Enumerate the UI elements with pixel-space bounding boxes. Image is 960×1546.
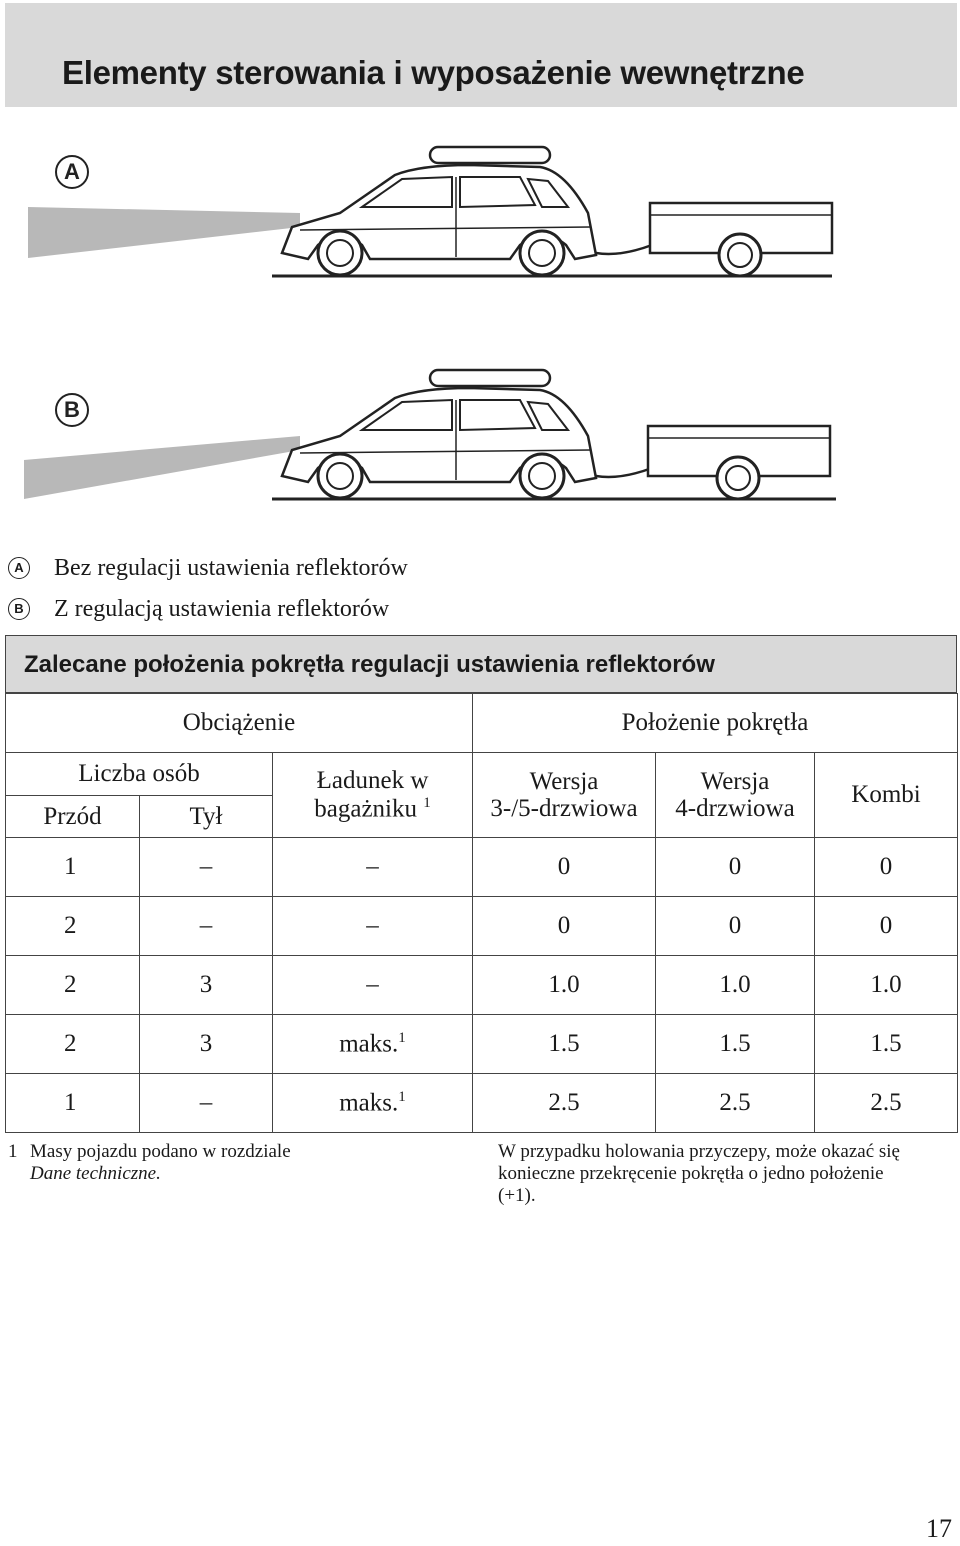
cell-footnote-ref: 1 [398, 1029, 406, 1046]
cell-value: 0 [728, 912, 742, 939]
trailer-icon [650, 203, 832, 276]
cell-front [6, 1074, 140, 1133]
legend-item-a [8, 553, 408, 583]
cell-value: 1.0 [548, 971, 580, 998]
cell-value: 1 [64, 853, 77, 880]
cell-value: 2 [64, 912, 77, 939]
footnote-marker: 1 [8, 1141, 18, 1162]
cell-value: – [366, 912, 379, 939]
cell-value: 0 [728, 853, 742, 880]
cell-value: 3 [199, 1030, 213, 1057]
header-persons: Liczba osób [6, 753, 273, 796]
cell-value: 1.0 [719, 971, 751, 998]
cell-kombi [815, 1015, 958, 1074]
cell-v35 [473, 1074, 656, 1133]
cell-value: 0 [879, 912, 893, 939]
cell-value: 0 [557, 912, 571, 939]
legend-marker-b: B [8, 598, 30, 620]
header-rear: Tył [140, 796, 273, 838]
footnote-right [498, 1141, 956, 1207]
cell-rear [140, 956, 273, 1015]
footnote-right-line2: konieczne przekręcenie pokrętła o jedno położenie [498, 1163, 884, 1184]
cell-v4 [656, 1074, 815, 1133]
cell-value: 1.0 [870, 971, 902, 998]
table-row [6, 897, 958, 956]
cell-value: 3 [199, 971, 213, 998]
header-cargo-line2: bagażniku [314, 795, 417, 823]
car-trailer-illustration-a [0, 135, 960, 365]
header-knob: Położenie pokrętła [473, 694, 958, 753]
legend-text-b: Z regulacją ustawienia reflektorów [54, 595, 390, 622]
cell-front [6, 1015, 140, 1074]
legend-item-b [8, 594, 389, 624]
cell-v35 [473, 1015, 656, 1074]
cell-footnote-ref: 1 [398, 1088, 406, 1105]
cell-kombi [815, 897, 958, 956]
table-title: Zalecane położenia pokrętła regulacji ustawienia reflektorów [5, 635, 957, 693]
header-row-2 [6, 753, 958, 796]
header-version-35-line1: Wersja [529, 767, 599, 795]
footnote-left [8, 1141, 348, 1185]
cell-v35 [473, 956, 656, 1015]
page-title: Elementy sterowania i wyposażenie wewnętrzne [62, 54, 805, 91]
cell-value: 2 [64, 971, 77, 998]
cell-rear [140, 897, 273, 956]
headlamp-table [5, 635, 957, 1133]
cell-value: – [199, 1089, 213, 1116]
legend-text-a: Bez regulacji ustawienia reflektorów [54, 554, 408, 581]
car-icon [282, 370, 596, 498]
cell-front [6, 897, 140, 956]
cell-v4 [656, 1015, 815, 1074]
cell-kombi [815, 956, 958, 1015]
cell-value: 1.5 [548, 1030, 580, 1057]
cell-rear [140, 1074, 273, 1133]
cell-value: – [199, 853, 213, 880]
cell-value: maks. [339, 1089, 399, 1117]
cell-cargo [273, 1015, 473, 1074]
headlight-beam-adjusted [24, 436, 300, 499]
cell-cargo [273, 1074, 473, 1133]
footnote-left-line2: Dane techniczne. [30, 1163, 161, 1184]
cell-v35 [473, 838, 656, 897]
cell-kombi [815, 838, 958, 897]
table-body [6, 838, 958, 1133]
cell-value: maks. [339, 1030, 399, 1058]
settings-table [5, 693, 958, 1133]
trailer-icon [648, 426, 830, 499]
table-row [6, 838, 958, 897]
cell-value: 1.5 [719, 1030, 751, 1057]
header-version-35-line2: 3-/5-drzwiowa [490, 795, 638, 822]
cell-front [6, 956, 140, 1015]
cell-value: 2.5 [719, 1089, 751, 1116]
header-version-4-line2: 4-drzwiowa [675, 795, 795, 822]
cell-front [6, 838, 140, 897]
figure-a [0, 135, 960, 365]
footnote-right-line3: (+1). [498, 1185, 536, 1206]
table-row [6, 1074, 958, 1133]
figure-a-label: A [55, 155, 89, 189]
cell-v4 [656, 838, 815, 897]
car-icon [282, 147, 596, 275]
cell-value: – [199, 912, 213, 939]
cell-v4 [656, 897, 815, 956]
header-row-1 [6, 694, 958, 753]
cell-cargo [273, 897, 473, 956]
header-cargo-footnote-ref: 1 [423, 794, 431, 811]
cell-value: 0 [557, 853, 571, 880]
headlight-beam-flat [28, 207, 300, 258]
table-row [6, 956, 958, 1015]
cell-value: 1.5 [870, 1030, 902, 1057]
cell-v4 [656, 956, 815, 1015]
header-load: Obciążenie [6, 694, 473, 753]
footnote-right-line1: W przypadku holowania przyczepy, może okazać się [498, 1141, 900, 1162]
cell-value: 1 [64, 1089, 77, 1116]
header-kombi: Kombi [815, 753, 958, 838]
cell-value: 2.5 [870, 1089, 902, 1116]
header-version-35 [473, 753, 656, 838]
cell-cargo [273, 956, 473, 1015]
header-cargo [273, 753, 473, 838]
header-front: Przód [6, 796, 140, 838]
cell-v35 [473, 897, 656, 956]
legend-marker-a: A [8, 557, 30, 579]
cell-value: 2 [64, 1030, 77, 1057]
cell-value: 0 [879, 853, 893, 880]
header-version-4-line1: Wersja [700, 767, 770, 795]
cell-value: – [366, 853, 379, 880]
table-row [6, 1015, 958, 1074]
header-version-4 [656, 753, 815, 838]
cell-rear [140, 1015, 273, 1074]
cell-rear [140, 838, 273, 897]
page-number: 17 [926, 1514, 952, 1543]
footnote-left-line1: Masy pojazdu podano w rozdziale [30, 1141, 291, 1162]
cell-value: – [366, 971, 379, 998]
header-cargo-line1: Ładunek w [316, 767, 429, 795]
cell-kombi [815, 1074, 958, 1133]
cell-cargo [273, 838, 473, 897]
figure-b-label: B [55, 393, 89, 427]
cell-value: 2.5 [548, 1089, 580, 1116]
